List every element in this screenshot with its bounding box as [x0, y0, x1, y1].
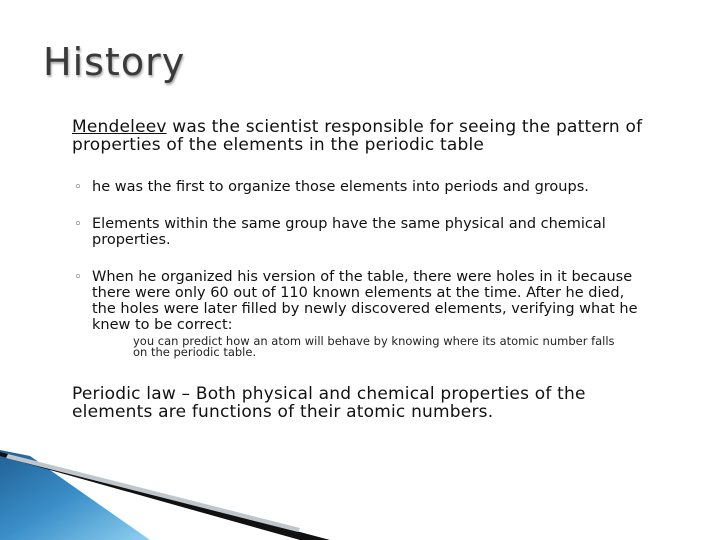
corner-decoration — [0, 450, 720, 540]
sub-bullet — [74, 269, 633, 285]
sub-sub-bullet-text: on the periodic table. — [133, 345, 257, 359]
sub-bullet-text: properties. — [92, 232, 171, 248]
sub-bullet-text: When he organized his version of the table, there were holes in it because — [92, 269, 633, 285]
corner-blue-shape — [0, 450, 150, 540]
sub-bullet — [74, 216, 606, 232]
sub-bullet-text: Elements within the same group have the same physical and chemical — [92, 216, 606, 232]
sub-bullet-text: knew to be correct: — [92, 317, 233, 333]
sub-bullet-marker: ◦ — [74, 180, 82, 195]
sub-bullet-text: he was the first to organize those elements into periods and groups. — [92, 179, 589, 195]
bullet-text-line2: elements are functions of their atomic numbers. — [72, 402, 494, 422]
sub-sub-bullet-text: you can predict how an atom will behave by knowing where its atomic number falls — [133, 334, 615, 348]
sub-bullet-marker: ◦ — [74, 270, 82, 285]
sub-bullet-marker: ◦ — [74, 217, 82, 232]
sub-bullet-text: there were only 60 out of 110 known elements at the time. After he died, — [92, 285, 625, 301]
mendeleev-link[interactable]: Mendeleev — [72, 117, 167, 137]
slide-title: History — [43, 40, 186, 84]
bullet-mendeleev — [72, 119, 642, 136]
bullet-periodic-law — [72, 386, 586, 403]
bullet-text: was the scientist responsible for seeing the pattern of — [166, 117, 643, 137]
sub-bullet — [74, 179, 589, 195]
periodic-law-term: Periodic law — [72, 384, 176, 404]
sub-bullet-text: the holes were later filled by newly discovered elements, verifying what he — [92, 301, 638, 317]
bullet-text: – Both physical and chemical properties of the — [175, 384, 586, 404]
bullet-text-line2: properties of the elements in the periodic table — [72, 135, 485, 155]
